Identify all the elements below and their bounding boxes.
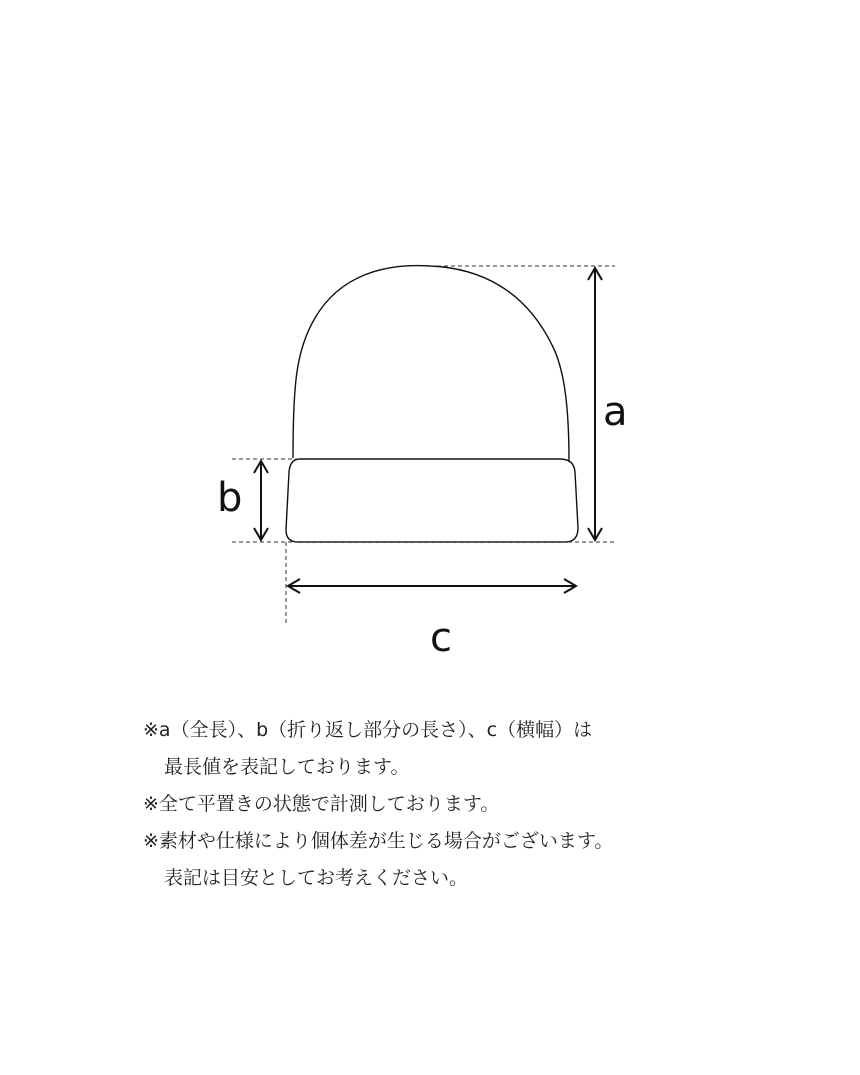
note-line: 表記は目安としてお考えください。 <box>164 867 469 889</box>
note-line: ※全て平置きの状態で計測しております。 <box>143 793 500 815</box>
hat-crown-outline <box>293 266 569 462</box>
dimension-label-b: b <box>217 475 243 521</box>
dimension-arrow-b <box>254 461 268 540</box>
note-line: ※a（全長）、b（折り返し部分の長さ）、c（横幅）は <box>143 719 593 741</box>
dimension-arrow-c <box>288 579 576 593</box>
dimension-label-c: c <box>430 615 452 661</box>
dimension-label-a: a <box>603 389 628 435</box>
note-line: 最長値を表記しております。 <box>164 756 410 778</box>
hat-cuff-outline <box>286 459 578 542</box>
note-line: ※素材や仕様により個体差が生じる場合がございます。 <box>143 830 614 852</box>
dimension-arrow-a <box>588 268 602 540</box>
measurement-notes <box>143 712 833 897</box>
